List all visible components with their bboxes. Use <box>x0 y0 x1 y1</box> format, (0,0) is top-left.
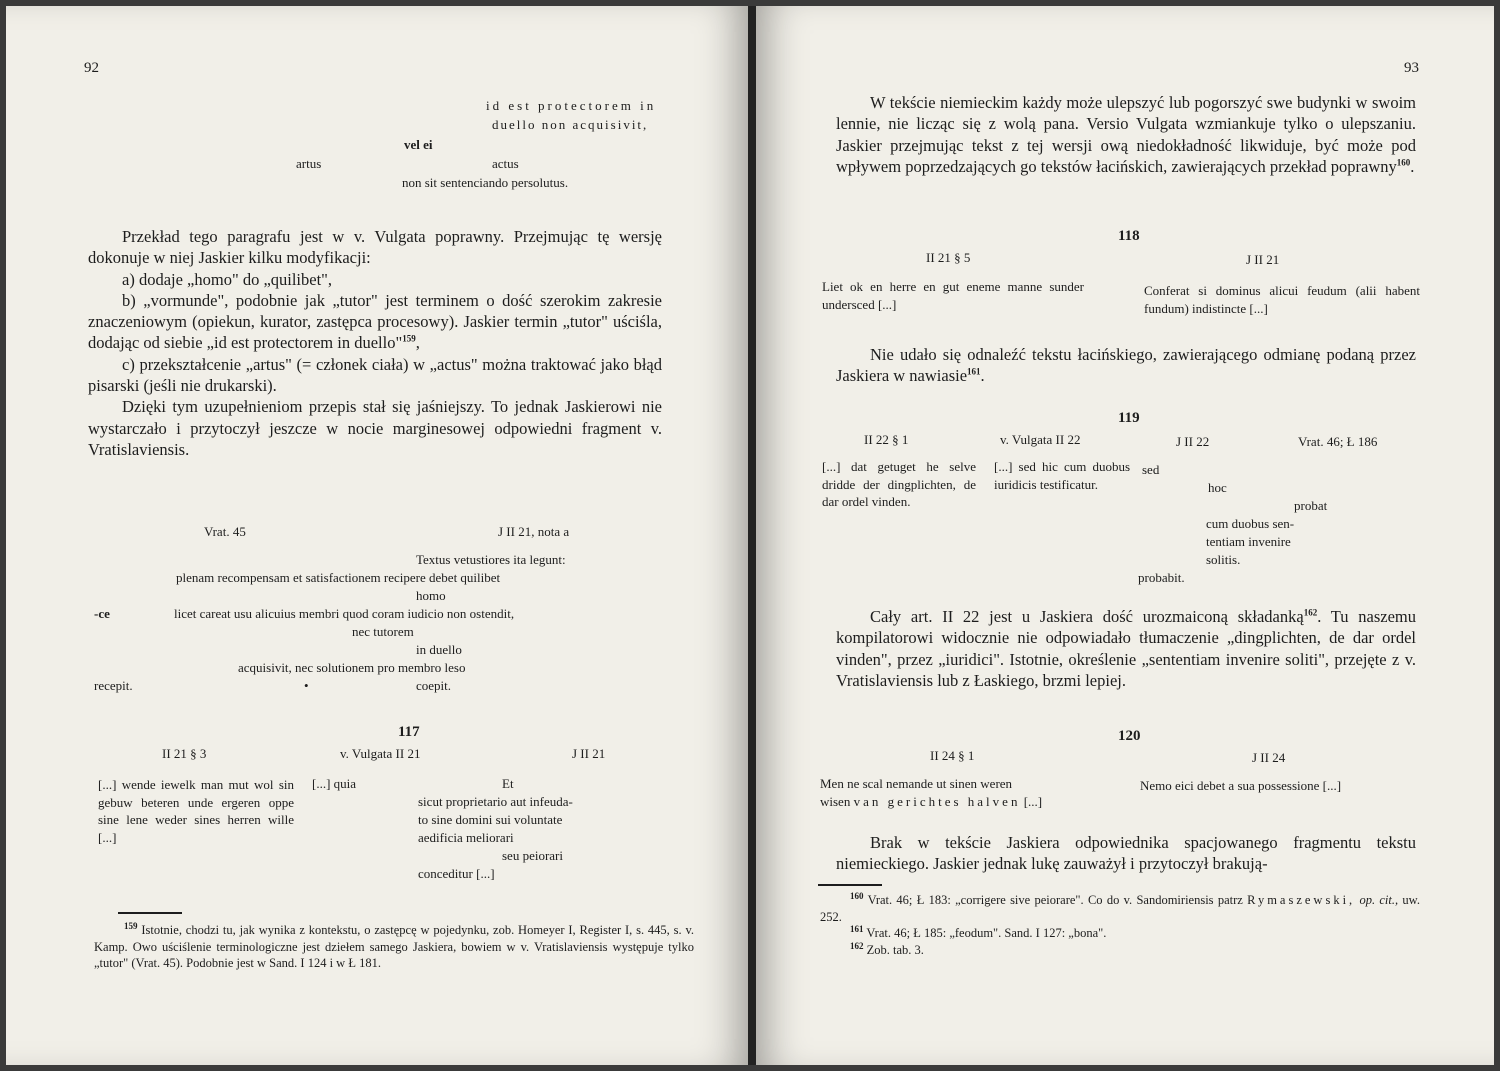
footnote-ital: op. cit., <box>1359 893 1399 907</box>
list-item-c: c) przekształcenie „artus" (= członek ciała) w „actus" można traktować jako błąd pisarski (jeśli nie drukarski). <box>88 354 662 396</box>
column-text-vulgata: [...] sed hic cum duobus iuridicis testificatur. <box>994 459 1130 492</box>
footnote-160 <box>820 892 1420 925</box>
vrat-line: acquisivit, nec solutionem pro membro leso <box>238 660 466 675</box>
column-text-j: tentiam invenire <box>1206 534 1291 549</box>
section-number: 120 <box>1118 728 1141 744</box>
footnote-162 <box>820 942 1420 959</box>
column-head: II 21 § 3 <box>162 746 207 761</box>
column-text-j: Conferat si dominus alicui feudum (alii habent fundum) indistincte [...] <box>1144 283 1420 316</box>
right-body-text-2 <box>836 344 1416 387</box>
top-actus: actus <box>492 156 519 171</box>
column-head: J II 22 <box>1176 434 1210 449</box>
column-head: v. Vulgata II 21 <box>340 746 421 761</box>
column-text-j: probabit. <box>1138 570 1185 585</box>
footnote-text: Vrat. 46; Ł 183: „corrigere sive peiorare". Co do v. Sandomiriensis patrz <box>867 893 1243 907</box>
book-gutter <box>748 6 756 1065</box>
column-text-german: Men ne scal nemande ut sinen weren <box>820 776 1013 791</box>
column-text-german: [...] dat getuget he selve dridde der dingplichten, de dar ordel vinden. <box>822 459 976 509</box>
paragraph: Brak w tekście Jaskiera odpowiednika spacjowanego fragmentu tekstu niemieckiego. Jaskier jednak lukę zauważył i przytoczył brakują- <box>836 833 1416 874</box>
vrat-line: nec tutorem <box>352 624 414 639</box>
left-body-text <box>88 226 662 460</box>
column-text-j: sicut proprietario aut infeuda- <box>418 794 573 809</box>
footnote-number: 162 <box>850 940 864 951</box>
footnote-text: Zob. tab. 3. <box>866 942 924 957</box>
vrat-line: in duello <box>416 642 462 657</box>
footnote-author: Rymaszewski, <box>1247 893 1356 907</box>
vrat-line: plenam recompensam et satisfactionem recipere debet quilibet <box>176 570 501 585</box>
column-head: J II 21 <box>572 746 606 761</box>
paragraph <box>836 344 1416 387</box>
list-item-a: a) dodaje „homo" do „quilibet", <box>122 269 333 289</box>
list-item-b-text: b) „vormunde", podobnie jak „tutor" jest terminem o dość szerokim zakresie znaczeniowym (opiekun, kurator, zastępca procesowy). Jaskier termin „tutor" uściśla, dodając od siebie „id est protectorem in duello" <box>88 290 662 353</box>
right-body-text-4 <box>836 832 1416 875</box>
column-text-j: hoc <box>1208 480 1227 495</box>
vrat-line: licet careat usu alicuius membri quod coram iudicio non ostendit, <box>174 606 515 621</box>
section-number: 118 <box>1118 228 1140 244</box>
section-number: 119 <box>1118 410 1140 426</box>
paragraph-end: . <box>1410 156 1415 176</box>
vrat-head-right: J II 21, nota a <box>498 524 570 539</box>
right-body-text-3 <box>836 606 1416 691</box>
column-text-j: probat <box>1294 498 1328 513</box>
top-vel-ei: vel ei <box>404 137 433 152</box>
paragraph-text: . Tu naszemu kompilatorowi widocznie nie odpowiadało tłumaczenie „dingplichten, de dar ordel vinden", przez „iuridici". Istotnie, określenie „sententiam invenire soliti", przejęte z v. Vratislaviensis lub z Łaskiego, brzmi lepiej. <box>836 607 1416 690</box>
column-text-j: to sine domini sui voluntate <box>418 812 563 827</box>
right-page <box>756 6 1494 1065</box>
footnote-rule <box>818 884 882 886</box>
column-head: Vrat. 46; Ł 186 <box>1298 434 1378 449</box>
column-text-et: Et <box>502 776 514 791</box>
footnote-ref: 161 <box>967 366 981 377</box>
column-head: II 21 § 5 <box>926 250 971 265</box>
top-line-last: non sit sentenciando persolutus. <box>402 175 569 190</box>
page-number-left: 92 <box>84 60 99 76</box>
column-text-german: [...] wende iewelk man mut wol sin gebuw beteren unde ergeren oppe sine lene weder sines herren wille [...] <box>98 777 294 845</box>
footnote-161 <box>820 925 1420 942</box>
column-text-j: seu peiorari <box>502 848 564 863</box>
paragraph-text: W tekście niemieckim każdy może ulepszyć lub pogorszyć swe budynki w swoim lennie, nie licząc się z wolą pana. Versio Vulgata wzmiankuje tylko o ulepszaniu. Jaskier przejmując tekst z tej wersji ową niedokładność likwiduje, być może pod wpływem poprzedzających go tekstów łacińskich, zawierających przekład poprawny <box>836 93 1416 176</box>
column-text-j: cum duobus sen- <box>1206 516 1295 531</box>
footnote-number: 160 <box>850 890 864 901</box>
column-text-j: conceditur [...] <box>418 866 495 881</box>
footnotes-right <box>820 892 1420 958</box>
footnote-ref: 162 <box>1303 607 1318 618</box>
footnote-number: 161 <box>850 923 864 934</box>
paragraph: Przekład tego paragrafu jest w v. Vulgata poprawny. Przejmując tę wersję dokonuje w niej Jaskier kilku modyfikacji: <box>88 227 662 268</box>
column-text-j: aedificia meliorari <box>418 830 514 845</box>
book-spread <box>6 6 1494 1065</box>
column-head: J II 24 <box>1252 750 1286 765</box>
footnote-ref: 160 <box>1396 157 1411 168</box>
column-text-j: Nemo eici debet a sua possessione [...] <box>1140 778 1342 793</box>
vrat-line: coepit. <box>416 678 452 693</box>
column-head: J II 21 <box>1246 252 1280 267</box>
vrat-line: homo <box>416 588 446 603</box>
vrat-line: Textus vetustiores ita legunt: <box>416 552 566 567</box>
word: [...] <box>1023 794 1043 809</box>
top-line-2: duello non acquisivit, <box>492 117 649 132</box>
column-head: II 24 § 1 <box>930 748 975 763</box>
top-artus: artus <box>296 156 322 171</box>
footnote-159 <box>94 922 694 972</box>
paragraph-end: . <box>980 366 985 386</box>
vrat-line-left: recepit. <box>94 678 133 693</box>
word: wisen <box>820 794 851 809</box>
column-head: II 22 § 1 <box>864 432 909 447</box>
right-body-text-1 <box>836 92 1416 177</box>
spaced-fragment: van gerichtes halven <box>853 794 1021 809</box>
list-item-b <box>88 290 662 354</box>
footnote-rule <box>118 912 182 914</box>
vrat-line-left: -ce <box>94 606 110 621</box>
list-item-b-end: , <box>415 333 420 353</box>
footnote-ref: 159 <box>402 333 416 344</box>
column-text-german: Liet ok en herre en gut eneme manne sunder undersced [...] <box>822 279 1084 312</box>
top-line-1: id est protectorem in <box>486 98 657 113</box>
column-text-j: sed <box>1142 462 1160 477</box>
footnote-number: 159 <box>124 920 138 931</box>
paragraph-text: Nie udało się odnaleźć tekstu łacińskiego, zawierającego odmianę podaną przez Jaskiera w nawiasie <box>836 345 1416 386</box>
column-head: v. Vulgata II 22 <box>1000 432 1081 447</box>
section-number: 117 <box>398 724 420 740</box>
column-text-german-2 <box>820 794 1042 810</box>
vrat-dot: • <box>304 678 309 693</box>
paragraph <box>836 92 1416 177</box>
footnote-text: uw. 252. <box>820 893 1421 924</box>
paragraph-text: Cały art. II 22 jest u Jaskiera dość urozmaiconą składanką <box>870 607 1304 626</box>
vrat-head-left: Vrat. 45 <box>204 524 246 539</box>
column-text-vulgata: [...] quia <box>312 776 357 791</box>
paragraph <box>836 606 1416 691</box>
paragraph: Dzięki tym uzupełnieniom przepis stał się jaśniejszy. To jednak Jaskierowi nie wystarczało i przytoczył jeszcze w nocie marginesowej odpowiedni fragment v. Vratislaviensis. <box>88 397 662 459</box>
left-page <box>6 6 748 1065</box>
column-text-j: solitis. <box>1206 552 1241 567</box>
footnote-text: Vrat. 46; Ł 185: „feodum". Sand. I 127: „bona". <box>866 926 1107 940</box>
footnote-text: Istotnie, chodzi tu, jak wynika z kontekstu, o zastępcę w pojedynku, zob. Homeyer I, Register I, s. 445, s. v. Kamp. Owo uściślenie terminologiczne jest dziełem samego Jaskiera, bowiem w v. Vratislaviensis występuje tylko „tutor" (Vrat. 45). Podobnie jest w Sand. I 124 i w Ł 181. <box>94 923 695 970</box>
page-number-right: 93 <box>1404 60 1419 76</box>
